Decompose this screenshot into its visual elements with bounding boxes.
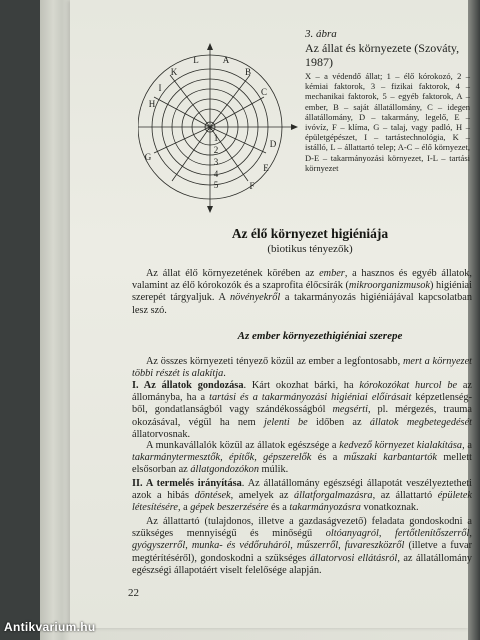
paragraph-heading: II. A termelés irányítása [132,478,242,489]
paragraph: I. Az állatok gondozása. Kárt okozhat bárki, ha kórokozókat hurcol be az állományba, ha a tartási és a takarmányozási higiéniai előírásait képzetlenség-ből, gondatlanságból vagy szándékosságból megsérti, pl. mérgezés, trauma okozásával, végül ha nem jelenti be időben az állatok megbetegedését állatorvosnak. [132,380,472,440]
diagram-spoke [170,75,210,127]
paragraph: Az összes környezeti tényező közül az ember a legfontosabb, mert a környezet többi részét is alakítja. [132,356,473,380]
diagram-arrow-top [207,43,213,50]
diagram-spoke [210,75,250,127]
intro-paragraph: Az állat élő környezetének körében az ember, a hasznos és egyéb állatok, valamint az élő kórokozók és a szaprofita élőcsírák (mikroorganizmusok) higiéniai szerepét tárgyaljuk. A növényekről a takarmányozás higiéniájával kapcsolatban lesz szó. [132,268,473,316]
ring-letter: F [249,181,255,191]
section-subtitle: (biotikus tényezők) [267,243,353,255]
ring-number: 4 [213,169,219,179]
subsection-title: Az ember környezethigiéniai szerepe [237,330,403,342]
figure-number: 3. ábra [305,28,337,40]
ring-letter: L [193,55,199,65]
ring-letter: I [158,83,162,93]
environment-diagram [138,35,298,215]
ring-letter: K [170,67,178,77]
figure-legend: X – a védendő állat; 1 – élő kórokozó, 2 – kémiai faktorok, 3 – fizikai faktorok, 4 – mechanikai faktorok, 5 – egyéb faktorok, A – ember, B – saját állatállomány, C – idegen állatállomány, D – takarmány, legelő, E – ivóvíz, F – klíma, G – talaj, vagy padló, H – épületgépészet, I – tartástechnológia, K – istálló, L – állattartó telep; A-C – élő környezet, D-E – takarmányozási környezet, I-L – tartási környezet [305,71,470,173]
ring-letter: A [222,55,230,65]
diagram-arrow-bottom [207,206,213,213]
page-number: 22 [128,587,139,599]
diagram-arrow-right [291,124,298,130]
ring-letter: E [263,163,269,173]
ring-letter: D [269,139,277,149]
figure-caption [305,28,470,173]
ring-number: 3 [213,157,219,167]
ring-letter: G [144,152,152,162]
ring-letter: H [148,99,156,109]
ring-number: 2 [213,145,219,155]
diagram-spoke [172,127,210,181]
ring-number: 1 [213,133,219,143]
paragraph-heading: I. Az állatok gondozása [132,380,244,391]
ring-letter: C [260,87,268,97]
diagram-center-label: X [207,126,213,132]
paragraph: II. A termelés irányítása. Az állatállomány egészségi állapotát veszélyeztetheti azok a hibás döntések, amelyek az állatforgalmazásra, az állattartó épületek létesítésére, a gépek beszerzésére és a takarmányozásra vonatkoznak. [132,478,473,514]
watermark: Antikvarium.hu [4,620,96,634]
ring-letter: B [244,67,252,77]
section-title: Az élő környezet higiéniája [231,226,389,241]
paragraph: A munkavállalók közül az állatok egészsége a kedvező környezet kialakítása, a takarmánytermesztők, építők, gépszerelők és a műszaki karbantartók mellett elsősorban az állatgondozókon múlik. [132,440,473,476]
ring-number: 5 [213,180,219,190]
paragraph: Az állattartó (tulajdonos, illetve a gazdaságvezető) feladata gondoskodni a szükséges mennyiségű és minőségű oltóanyagról, fertőtlenítőszerről, gyógyszerről, munka- és védőruháról, műszerről, fuvareszközről (illetve a fuvar megtérítéséről), gondoskodni a szükséges állatorvosi ellátásról, az állatállomány egészségi állapotáért viselt felelősége alapján. [132,516,473,576]
figure-title: Az állat és környezete (Szováty, 1987) [305,41,460,69]
